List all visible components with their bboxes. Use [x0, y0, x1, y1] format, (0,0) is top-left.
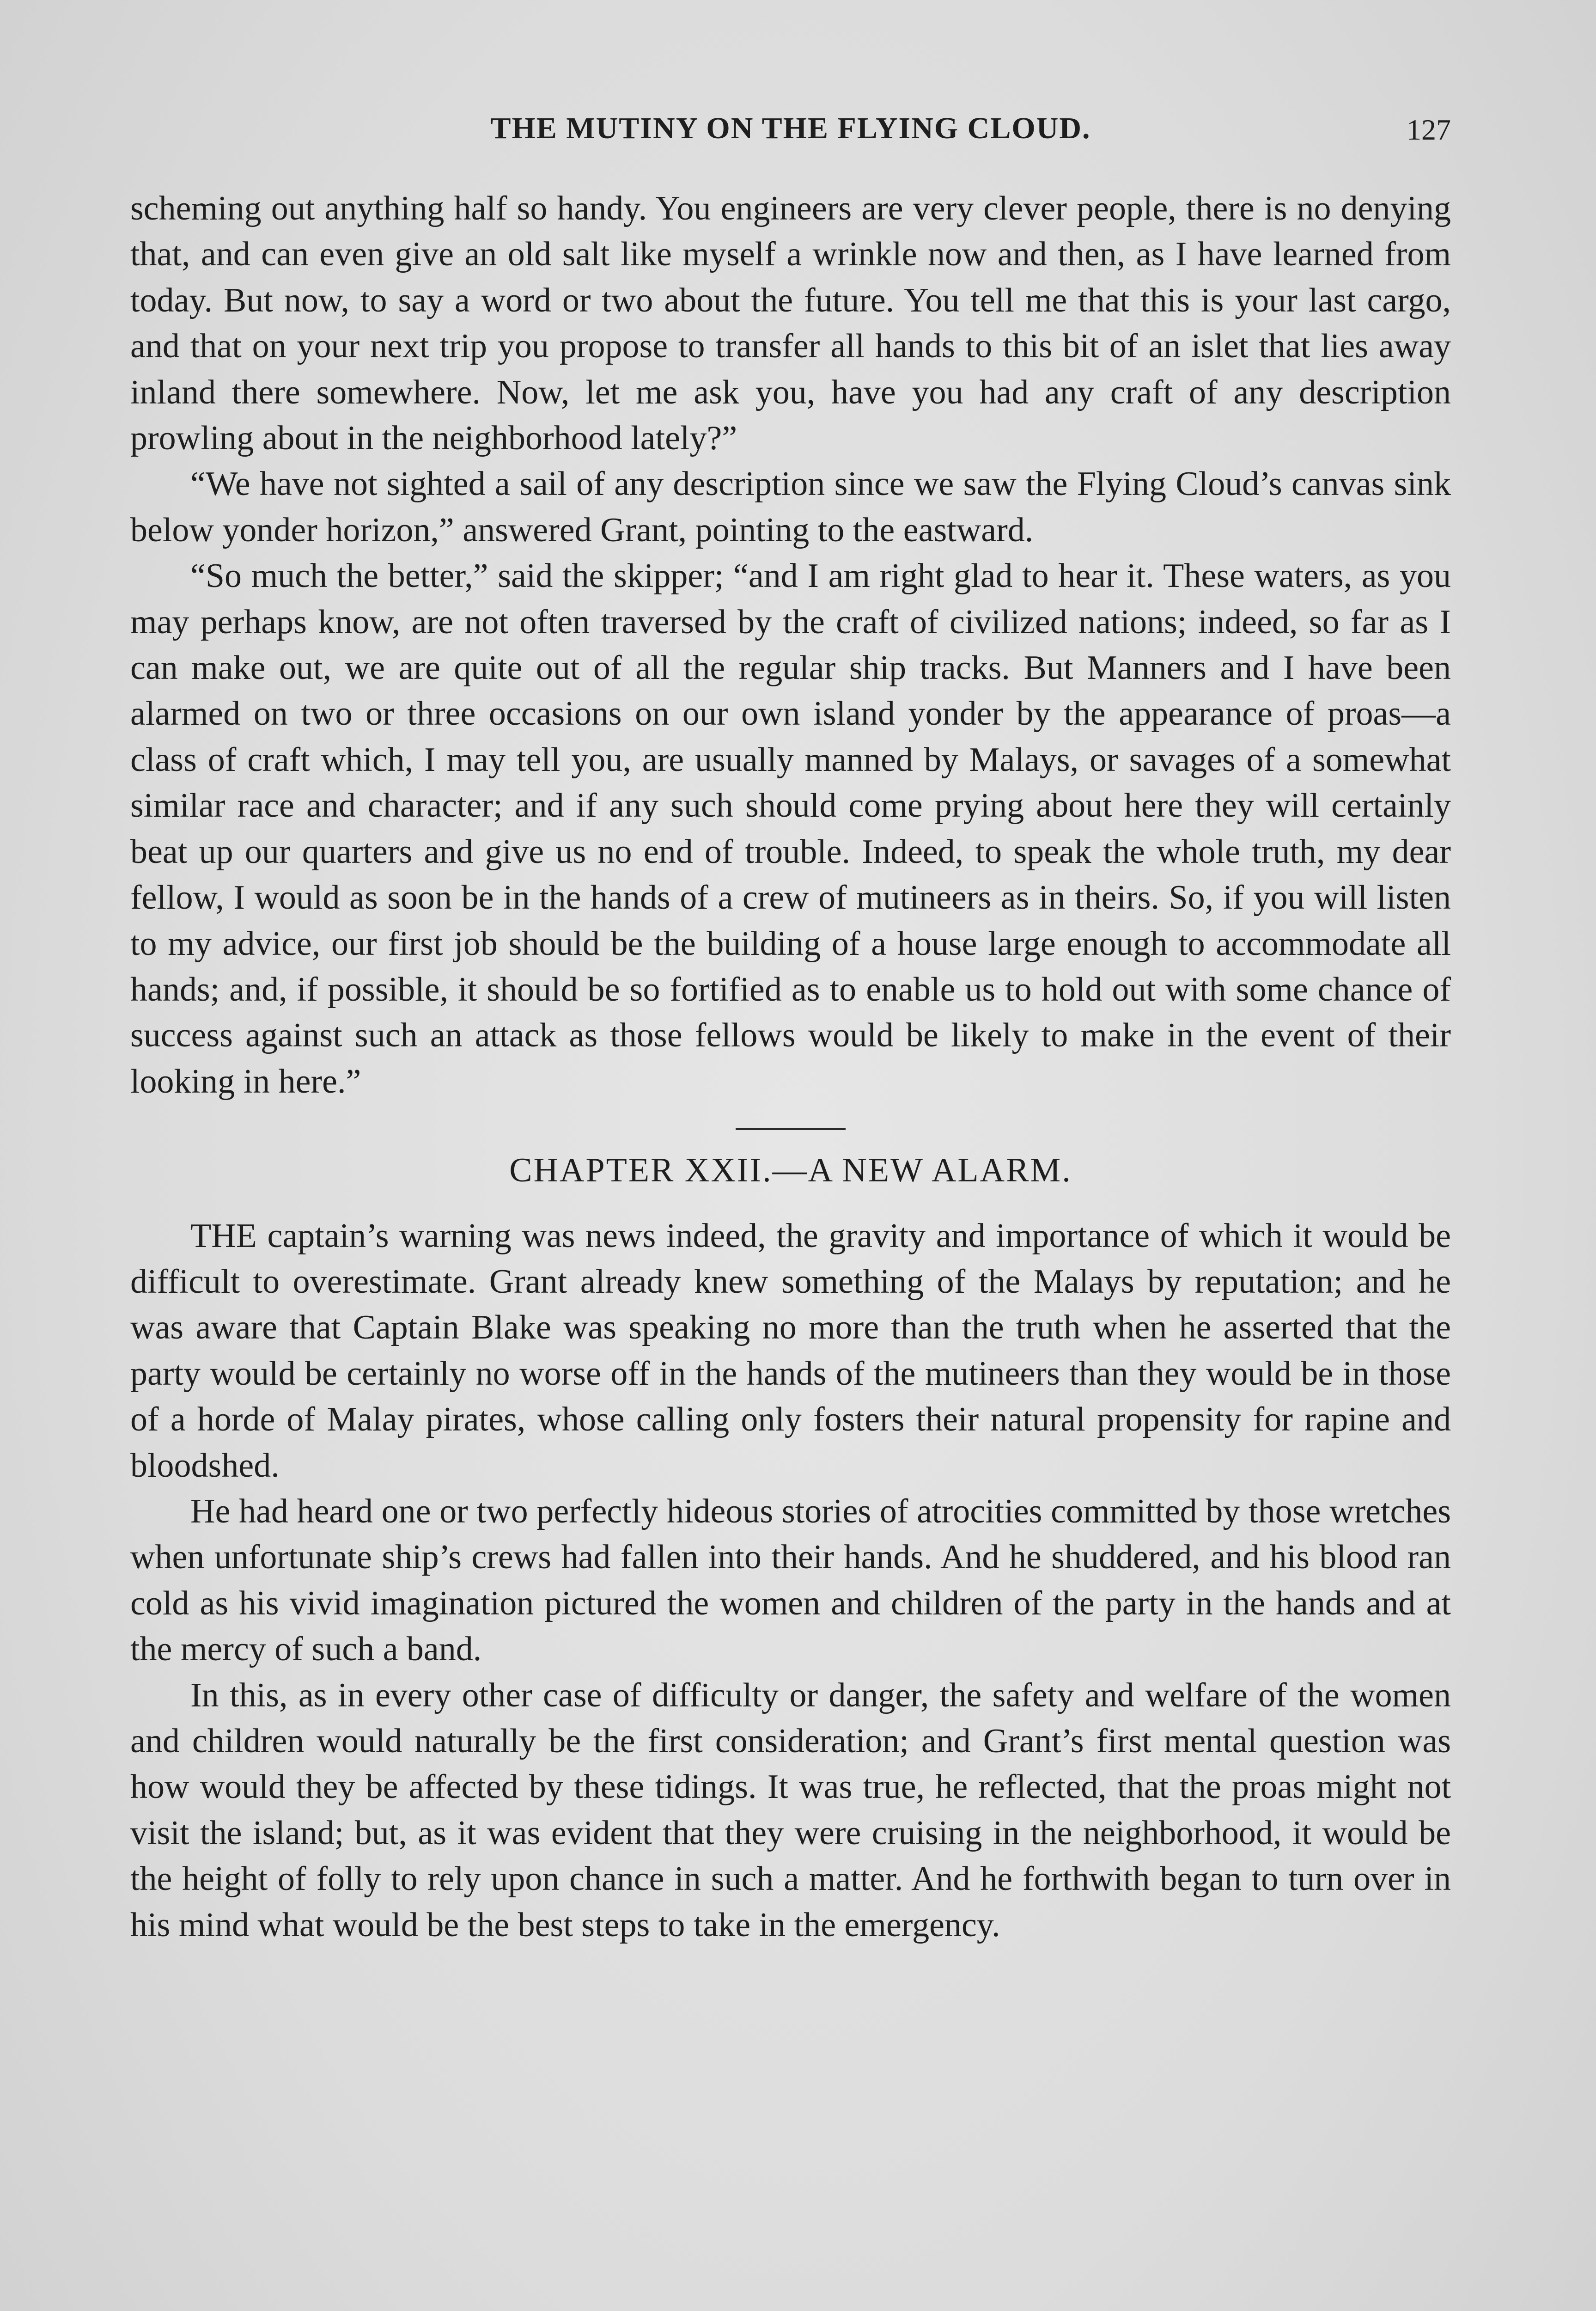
paragraph: He had heard one or two perfectly hideous stories of atrocities committed by those wretches when unfortunate ship’s crews had fallen into their hands. And he shuddered, and his blood ran cold as his vivid imagination pictured the women and children of the party in the hands and at the mercy of such a band.: [130, 1492, 1451, 1669]
chapter-heading: CHAPTER XXII.—A NEW ALARM.: [509, 1151, 1072, 1190]
running-title: THE MUTINY ON THE FLYING CLOUD.: [490, 111, 1091, 145]
paragraph: In this, as in every other case of difficulty or danger, the safety and welfare of the women and children would naturally be the first consideration; and Grant’s first mental question was how would they be affected by these tidings. It was true, he reflected, that the proas might not visit the island; but, as it was evident that they were cruising in the neighborhood, it would be the height of folly to rely upon chance in such a matter. And he forthwith began to turn over in his mind what would be the best steps to take in the emergency.: [130, 1676, 1451, 1944]
paragraph: THE captain’s warning was news indeed, the gravity and importance of which it would be difficult to overestimate. Grant already knew something of the Malays by reputation; and he was aware that Captain Blake was speaking no more than the truth when he asserted that the party would be certainly no worse off in the hands of the mutineers than they would be in those of a horde of Malay pirates, whose calling only fosters their natural propensity for rapine and bloodshed.: [130, 1217, 1451, 1485]
section-divider: [736, 1128, 846, 1130]
page-header: [130, 111, 1451, 162]
paragraph: scheming out anything half so handy. You engineers are very clever people, there is no denying that, and can even give an old salt like myself a wrinkle now and then, as I have learned from today. But now, to say a word or two about the future. You tell me that this is your last cargo, and that on your next trip you propose to transfer all hands to this bit of an islet that lies away inland there somewhere. Now, let me ask you, have you had any craft of any description prowling about in the neighborhood lately?”: [130, 190, 1451, 458]
paragraph: “We have not sighted a sail of any description since we saw the Flying Cloud’s canvas sink below yonder horizon,” answered Grant, pointing to the eastward.: [130, 465, 1451, 549]
page-number: 127: [1407, 113, 1451, 146]
paragraph: “So much the better,” said the skipper; “and I am right glad to hear it. These waters, as you may perhaps know, are not often traversed by the craft of civilized nations; indeed, so far as I can make out, we are quite out of all the regular ship tracks. But Manners and I have been alarmed on two or three occasions on our own island yonder by the appearance of proas—a class of craft which, I may tell you, are usually manned by Malays, or savages of a somewhat similar race and character; and if any such should come prying about here they will certainly beat up our quarters and give us no end of trouble. Indeed, to speak the whole truth, my dear fellow, I would as soon be in the hands of a crew of mutineers as in theirs. So, if you will listen to my advice, our first job should be the building of a house large enough to accommodate all hands; and, if possible, it should be so fortified as to enable us to hold out with some chance of success against such an attack as those fellows would be likely to make in the event of their looking in here.”: [130, 557, 1451, 1100]
body-text: [130, 186, 1451, 1948]
